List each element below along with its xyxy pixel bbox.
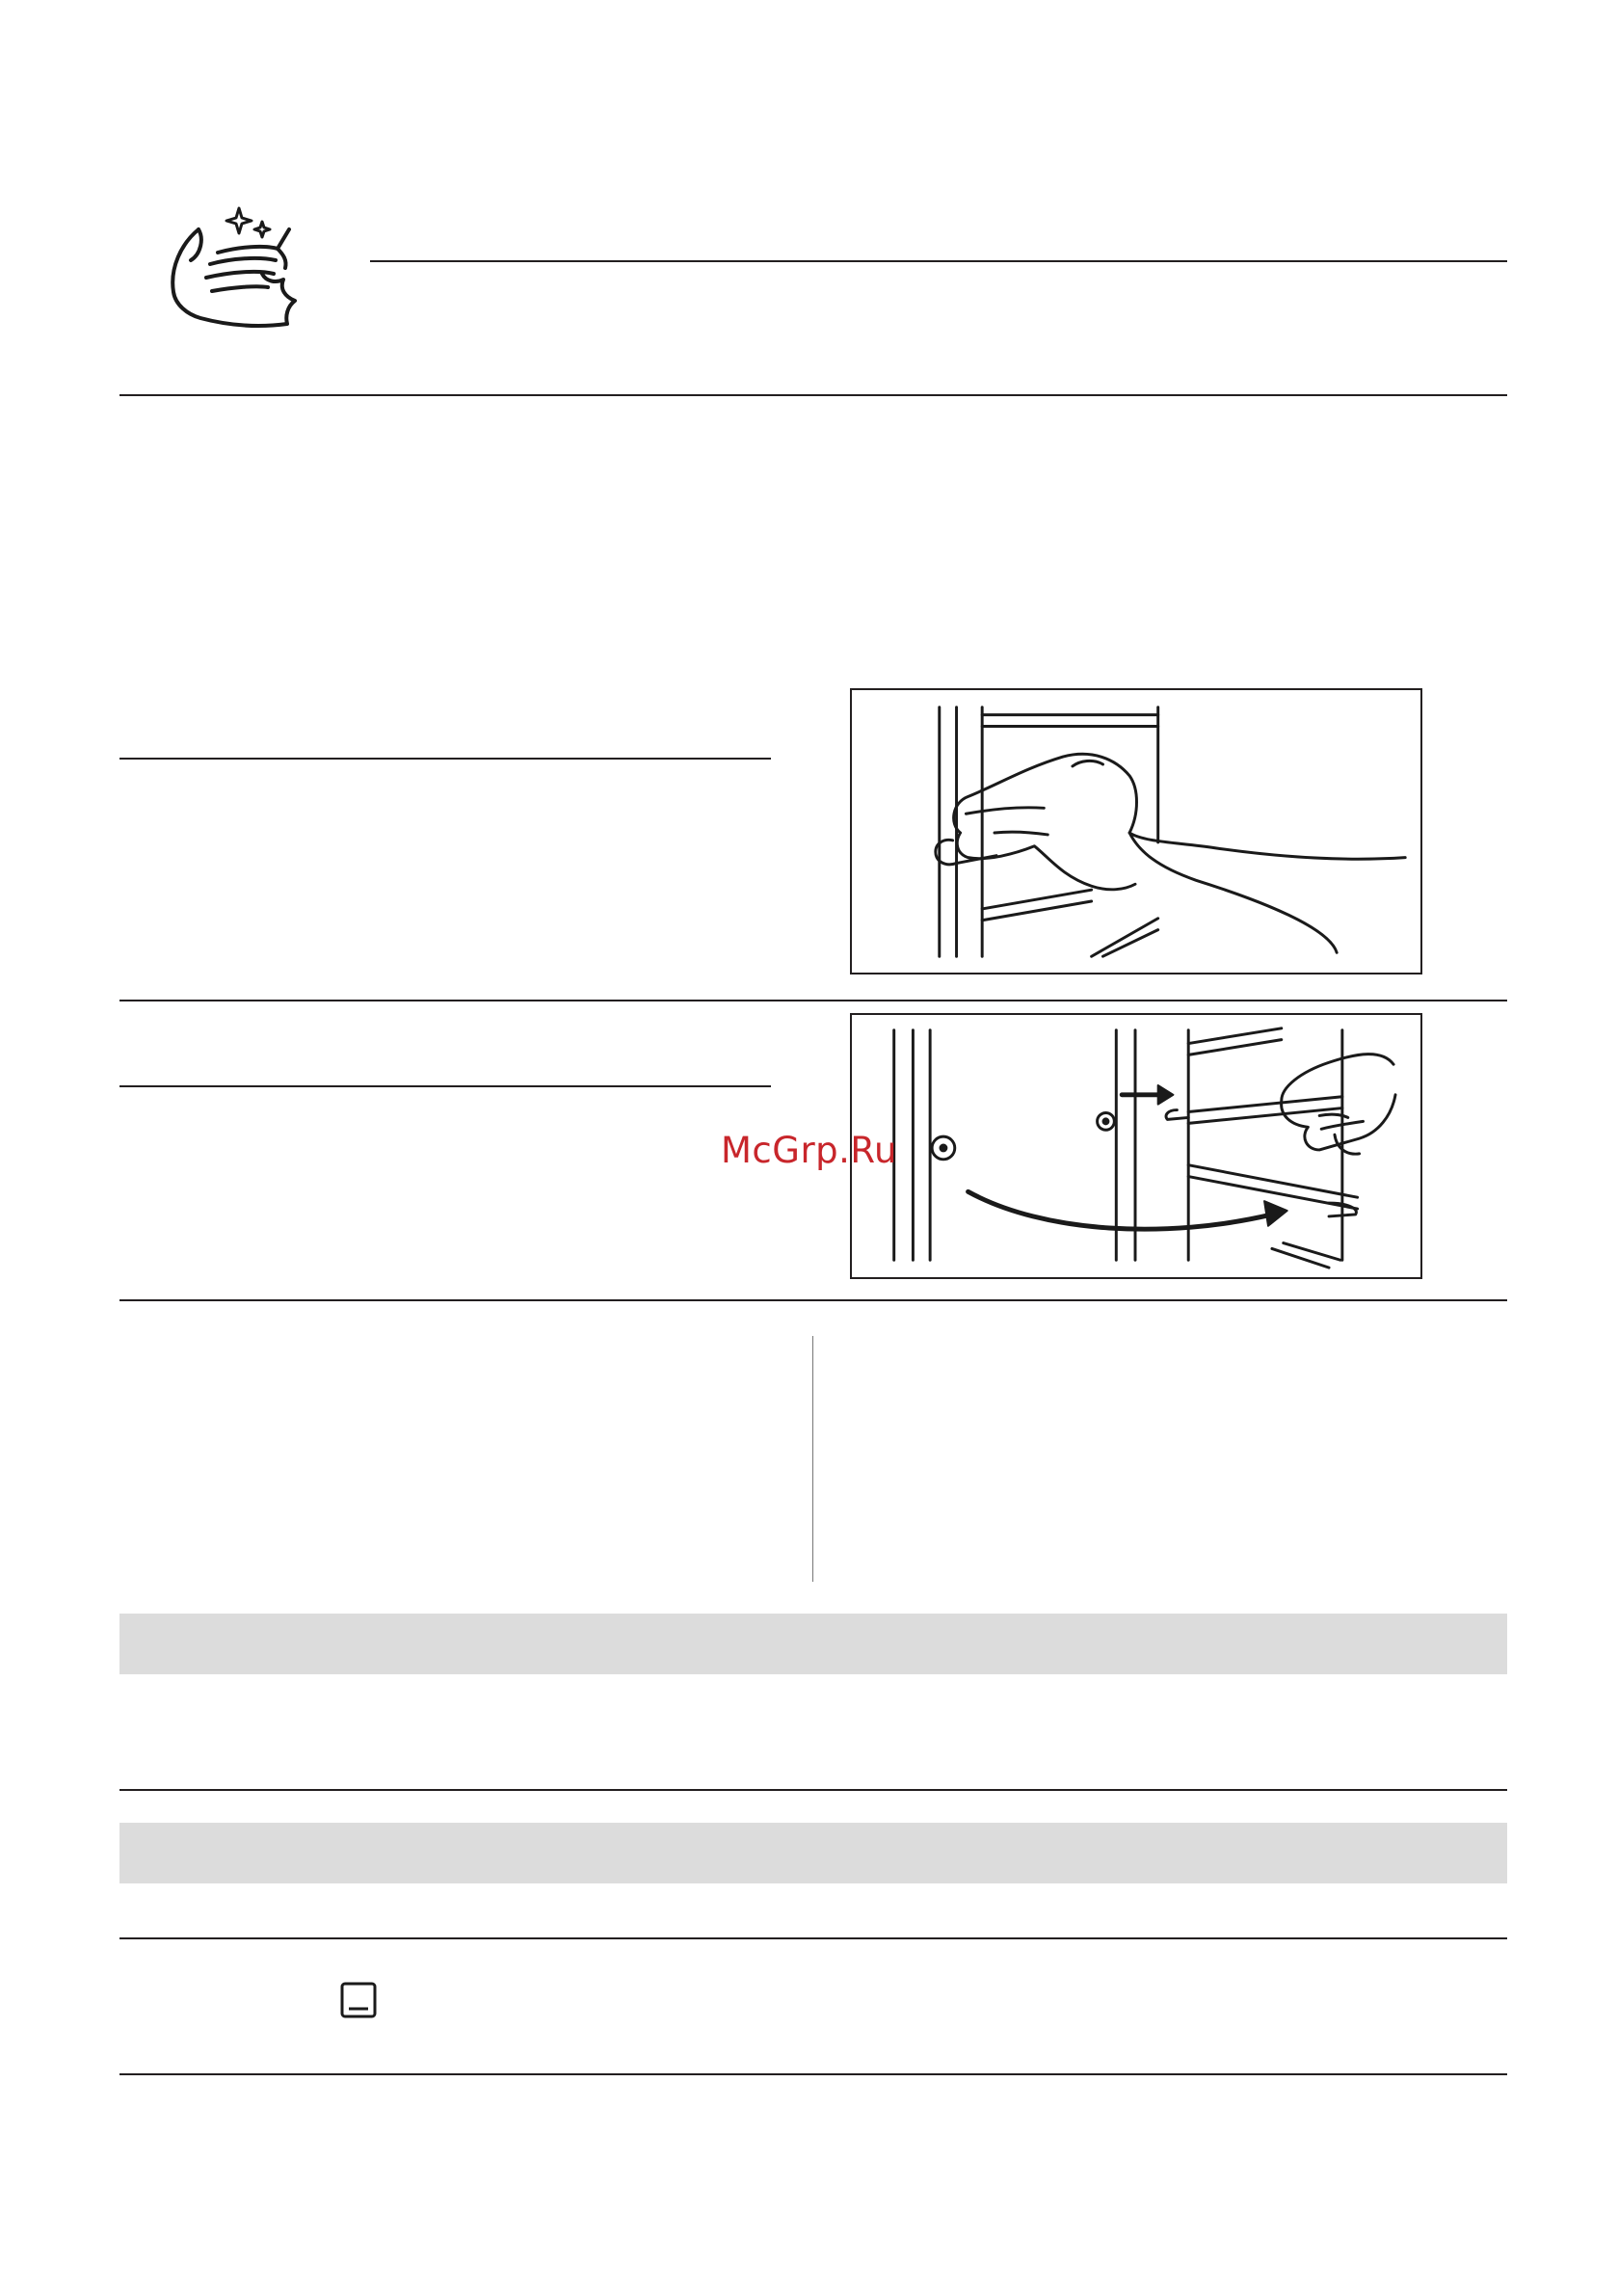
header-rule — [370, 260, 1507, 262]
watermark: McGrp.Ru — [721, 1130, 897, 1171]
table-rule-2 — [119, 2073, 1507, 2075]
section-rule-3 — [119, 1299, 1507, 1301]
column-divider — [812, 1336, 813, 1582]
section-rule-1 — [119, 394, 1507, 396]
figure-1 — [850, 688, 1422, 974]
section-rule-2 — [119, 1000, 1507, 1001]
section-band-2 — [119, 1823, 1507, 1883]
table-rule-1 — [119, 1937, 1507, 1939]
section-rule-4 — [119, 1789, 1507, 1791]
oven-light-icon — [339, 1981, 378, 2019]
cleaning-icon — [162, 200, 326, 335]
section-band-1 — [119, 1614, 1507, 1674]
step-rule-1 — [119, 758, 771, 760]
figure-2 — [850, 1013, 1422, 1279]
step-rule-2 — [119, 1085, 771, 1087]
